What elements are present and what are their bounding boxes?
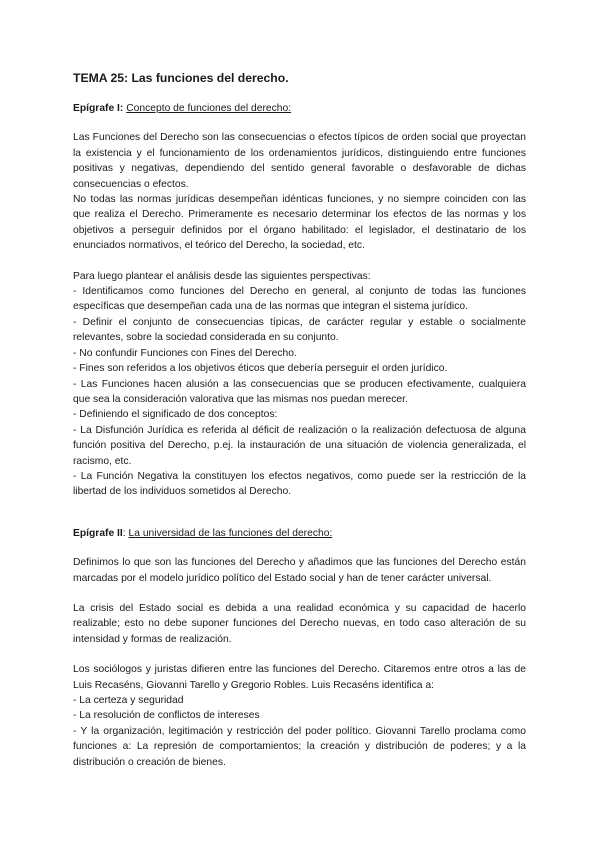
section-2-paragraph-1: Definimos lo que son las funciones del Derecho y añadimos que las funciones del Derecho están marcadas por el modelo jurídico político del Estado social y han de tener carácter universal. (73, 557, 526, 584)
section-2-list-item: - La resolución de conflictos de intereses (73, 710, 260, 722)
section-2-heading: La universidad de las funciones del derecho: (128, 527, 333, 539)
section-1-list-item: - Definir el conjunto de consecuencias típicas, de carácter regular y estable o socialmente relevantes, sobre la sociedad considerada en su conjunto. (73, 316, 526, 344)
section-1-list-item: - Identificamos como funciones del Derecho en general, al conjunto de todas las funciones específicas que desempeñan cada una de las normas que integran el sistema jurídico. (73, 286, 526, 313)
section-2-label: Epígrafe II (73, 527, 123, 539)
section-1-header (73, 101, 526, 116)
section-2-list-item: - La certeza y seguridad (73, 695, 184, 706)
section-2-separator: : (122, 527, 129, 539)
section-1-list-item: - La Función Negativa la constituyen los efectos negativos, como puede ser la restricción de la libertad de los individuos sometidos al Derecho. (73, 470, 526, 498)
section-1-intro: Para luego plantear el análisis desde las siguientes perspectivas: (73, 270, 371, 282)
section-2-header (73, 526, 526, 541)
section-1-label: Epígrafe I: (73, 103, 124, 114)
section-2-paragraph-2: La crisis del Estado social es debida a una realidad económica y su capacidad de hacerlo realizable; esto no debe suponer funciones del Derecho nuevas, en todo caso alteración de su intensidad y formas de realización. (73, 602, 526, 645)
document-body (73, 70, 526, 770)
section-1-list-item: - No confundir Funciones con Fines del Derecho. (73, 347, 297, 359)
section-1-heading: Concepto de funciones del derecho: (126, 103, 292, 114)
section-1-list-item: - Las Funciones hacen alusión a las consecuencias que se producen efectivamente, cualquiera que sea la consideración valorativa que las mismas nos puedan merecer. (73, 378, 526, 405)
section-1-paragraph-1: Las Funciones del Derecho son las consecuencias o efectos típicos de orden social que proyectan la existencia y el funcionamiento de los ordenamientos jurídicos, distinguiendo entre funciones positivas y negativas, dependiendo del sentido general favorable o desfavorable de dichas consecuencias o efectos. (73, 132, 526, 190)
section-1-list-item: - La Disfunción Jurídica es referida al déficit de realización o la realización defectuosa de alguna función positiva del Derecho, p.ej. la instauración de una situación de violencia generalizada, el racismo, etc. (73, 424, 526, 467)
document-title: TEMA 25: Las funciones del derecho. (73, 71, 289, 85)
section-1-list-item: - Fines son referidos a los objetivos éticos que debería perseguir el orden jurídico. (73, 363, 448, 375)
section-2-list-item: - Y la organización, legitimación y restricción del poder político. Giovanni Tarello proclama como funciones a: La represión de comportamientos; la creación y distribución de poderes; y a la distribución o creación de bienes. (73, 725, 526, 768)
section-2-paragraph-3: Los sociólogos y juristas difieren entre las funciones del Derecho. Citaremos entre otros a las de Luis Recaséns, Giovanni Tarello y Gregorio Robles. Luis Recaséns identifica a: (73, 664, 526, 691)
section-1-paragraph-2: No todas las normas jurídicas desempeñan idénticas funciones, y no siempre coinciden con las que realiza el Derecho. Primeramente es necesario determinar los efectos de las normas y los objetivos a perseguir definidos por el órgano habilitado: el legislador, el destinatario de los enunciados normativos, el teórico del Derecho, la sociedad, etc. (73, 194, 526, 252)
section-1-list-item: - Definiendo el significado de dos conceptos: (73, 409, 278, 421)
